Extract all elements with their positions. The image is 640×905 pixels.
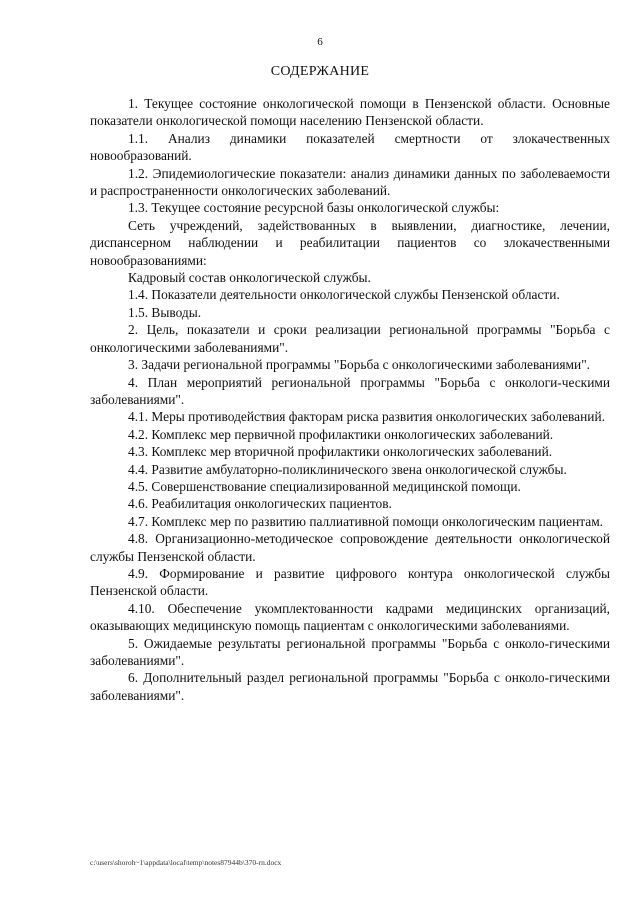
toc-entry: Кадровый состав онкологической службы. bbox=[128, 270, 371, 286]
toc-entry: 4.8. Организационно-методическое сопровождение деятельности онкологической службы Пензенской области. bbox=[90, 531, 610, 564]
toc-entry: 4.6. Реабилитация онкологических пациентов. bbox=[128, 496, 392, 512]
toc-entry: Сеть учреждений, задействованных в выявлении, диагностике, лечении, диспансерном наблюдении и реабилитации пациентов со злокачественными новообразованиями: bbox=[90, 217, 610, 268]
toc-entry: 1.1. Анализ динамики показателей смертности от злокачественных новообразований. bbox=[90, 130, 610, 164]
toc-entry: 1.3. Текущее состояние ресурсной базы онкологической службы: bbox=[128, 200, 500, 216]
toc-entry: 1. Текущее состояние онкологической помощи в Пензенской области. Основные показатели онкологической помощи населению Пензенской области. bbox=[90, 96, 610, 129]
toc-entry: 4.9. Формирование и развитие цифрового контура онкологической службы Пензенской области. bbox=[90, 565, 610, 599]
page-number: 6 bbox=[317, 36, 323, 48]
toc-entry: 6. Дополнительный раздел региональной программы "Борьба с онколо-гическими заболеваниями". bbox=[90, 670, 610, 703]
toc-entry: 4.7. Комплекс мер по развитию паллиативной помощи онкологическим пациентам. bbox=[128, 513, 604, 529]
toc-entry: 4.4. Развитие амбулаторно-поликлинического звена онкологической службы. bbox=[128, 461, 567, 477]
footer-file-path: c:\users\shoroh~1\appdata\local\temp\notes87944b\370-rn.docx bbox=[90, 858, 282, 867]
toc-entry: 1.5. Выводы. bbox=[128, 304, 202, 320]
toc-entry: 4.1. Меры противодействия факторам риска развития онкологических заболеваний. bbox=[128, 409, 605, 425]
toc-entry: 4.5. Совершенствование специализированной медицинской помощи. bbox=[128, 478, 521, 494]
toc-entry: 4.2. Комплекс мер первичной профилактики онкологических заболеваний. bbox=[128, 426, 554, 442]
toc-entry: 2. Цель, показатели и сроки реализации региональной программы "Борьба с онкологическими заболеваниями". bbox=[90, 322, 610, 355]
page-title: СОДЕРЖАНИЕ bbox=[270, 64, 370, 79]
toc-entry: 4.3. Комплекс мер вторичной профилактики онкологических заболеваний. bbox=[128, 444, 553, 460]
table-of-contents bbox=[90, 95, 610, 704]
toc-entry: 1.2. Эпидемиологические показатели: анализ динамики данных по заболеваемости и распространенности онкологических заболеваний. bbox=[90, 165, 610, 199]
toc-entry: 4. План мероприятий региональной программы "Борьба с онкологи-ческими заболеваниями". bbox=[90, 374, 610, 407]
toc-entry: 4.10. Обеспечение укомплектованности кадрами медицинских организаций, оказывающих медицинскую помощь пациентам с онкологическими заболеваниями. bbox=[90, 600, 610, 634]
toc-entry: 5. Ожидаемые результаты региональной программы "Борьба с онколо-гическими заболеваниями". bbox=[90, 635, 610, 668]
toc-entry: 3. Задачи региональной программы "Борьба с онкологическими заболеваниями". bbox=[128, 357, 591, 373]
toc-entry: 1.4. Показатели деятельности онкологической службы Пензенской области. bbox=[128, 287, 560, 303]
